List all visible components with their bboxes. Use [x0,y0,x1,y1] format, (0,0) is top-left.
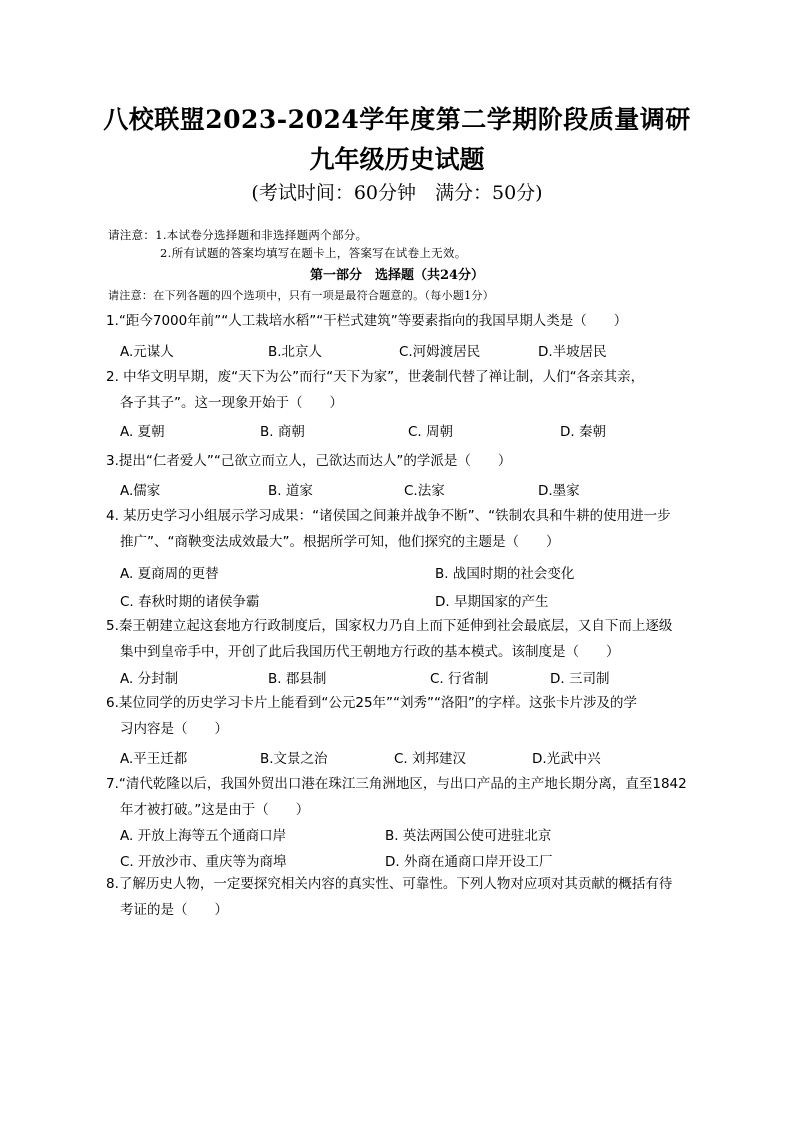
option-d: D.光武中兴 [532,751,601,767]
section-title: 第一部分 选择题（共24分） [309,268,485,283]
question-stem-line: 习内容是（ ） [120,721,228,737]
question-4 [106,503,706,555]
option-c: C. 刘邦建汉 [394,751,467,767]
option-c: C.河姆渡居民 [399,344,481,360]
exam-info: (考试时间：60分钟 满分：50分) [251,182,543,204]
question-stem-line: 8.了解历史人物，一定要探究相关内容的真实性、可靠性。下列人物对应项对其贡献的概括有待 [106,876,673,892]
option-b: B.北京人 [268,344,323,360]
option-d: D. 外商在通商口岸开设工厂 [385,854,553,870]
question-4-options-row-1 [120,562,720,584]
option-a: A.儒家 [120,483,161,499]
question-6-options [120,747,720,769]
section-instructions: 请注意：在下列各题的四个选项中，只有一项是最符合题意的。（每小题1分） [108,289,494,302]
option-b: B. 商朝 [260,424,305,440]
option-a: A. 开放上海等五个通商口岸 [120,828,287,844]
question-stem-line: 各子其子”。这一现象开始于（ ） [120,395,343,411]
option-b: B.文景之治 [260,751,328,767]
option-c: C. 春秋时期的诸侯争霸 [120,594,260,610]
question-stem-line: 集中到皇帝手中，开创了此后我国历代王朝地方行政的基本模式。该制度是（ ） [120,644,620,660]
question-stem-line: 年才被打破。”这是由于（ ） [120,802,310,818]
option-d: D.半坡居民 [538,344,607,360]
option-d: D. 三司制 [550,671,610,687]
question-6 [106,690,706,742]
notes-line-1 [108,227,367,243]
question-7-options-row-1 [120,824,720,846]
option-c: C.法家 [404,483,445,499]
question-1-options [120,340,720,362]
question-stem-line: 6.某位同学的历史学习卡片上能看到“公元25年”“刘秀”“洛阳”的字样。这张卡片涉及的学 [106,695,638,711]
notes-text-1: 1.本试卷分选择题和非选择题两个部分。 [155,228,368,242]
option-a: A.元谋人 [120,344,174,360]
question-2-options [120,420,720,442]
question-stem-line: 考证的是（ ） [120,902,228,918]
question-stem-line: 1.“距今7000年前”“人工栽培水稻”“干栏式建筑”等要素指向的我国早期人类是（ ） [106,313,628,329]
question-stem-line: 3.提出“仁者爱人”“己欲立而立人，己欲达而达人”的学派是（ ） [106,453,512,469]
question-stem-line: 4. 某历史学习小组展示学习成果：“诸侯国之间兼并战争不断”、“铁制农具和牛耕的使用进一步 [106,508,671,524]
question-4-options-row-2 [120,590,720,612]
option-d: D.墨家 [538,483,580,499]
notes-label: 请注意： [108,228,156,242]
option-c: C. 周朝 [408,424,454,440]
question-8 [106,871,706,923]
question-7-options-row-2 [120,850,720,872]
exam-subtitle: 九年级历史试题 [309,145,485,174]
question-7 [106,771,706,823]
option-a: A. 夏朝 [120,424,165,440]
question-3-options [120,479,720,501]
exam-title: 八校联盟2023-2024学年度第二学期阶段质量调研 [103,105,691,134]
question-stem-line: 2. 中华文明早期，废“天下为公”而行“天下为家”，世袭制代替了禅让制，人们“各亲其亲， [106,369,645,385]
question-5 [106,613,706,665]
question-2 [106,364,706,416]
question-1 [106,308,706,334]
option-d: D. 早期国家的产生 [435,594,549,610]
option-d: D. 秦朝 [560,424,606,440]
option-c: C. 行省制 [430,671,489,687]
question-stem-line: 5.秦王朝建立起这套地方行政制度后，国家权力乃自上而下延伸到社会最底层，又自下而上逐级 [106,618,673,634]
option-a: A. 分封制 [120,671,179,687]
question-stem-line: 7.“清代乾隆以后，我国外贸出口港在珠江三角洲地区，与出口产品的主产地长期分离，直至1842 [106,776,687,792]
option-b: B. 道家 [268,483,313,499]
option-a: A. 夏商周的更替 [120,566,219,582]
question-5-options [120,667,720,689]
question-stem-line: 推广”、“商鞅变法成效最大”。根据所学可知，他们探究的主题是（ ） [120,534,560,550]
notes-line-2: 2.所有试题的答案均填写在题卡上，答案写在试卷上无效。 [160,246,467,260]
option-b: B. 郡县制 [268,671,327,687]
option-b: B. 战国时期的社会变化 [435,566,575,582]
option-b: B. 英法两国公使可进驻北京 [385,828,552,844]
option-c: C. 开放沙市、重庆等为商埠 [120,854,287,870]
question-3 [106,448,706,474]
option-a: A.平王迁都 [120,751,188,767]
